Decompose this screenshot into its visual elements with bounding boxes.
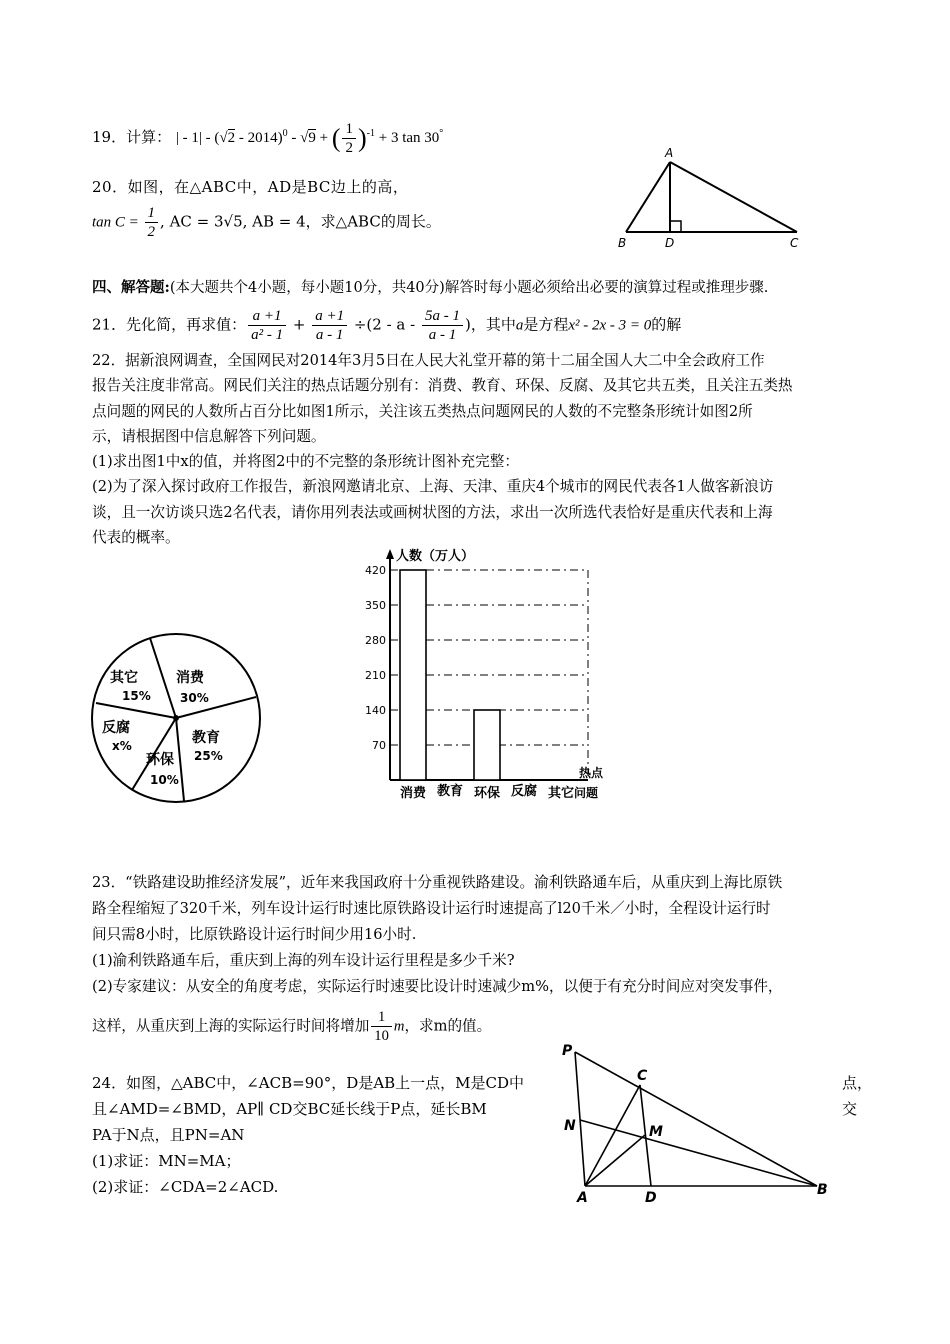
label-b: B	[618, 236, 627, 250]
pie-label-consumption: 消费	[176, 670, 204, 686]
q22-line: (2)为了深入探讨政府工作报告，新浪网邀请北京、上海、天津、重庆4个城市的网民代表各1人做客新浪访	[92, 478, 774, 496]
bar-chart	[350, 545, 615, 805]
q21-f3-den: a - 1	[428, 327, 457, 343]
bar-ticks	[365, 564, 386, 752]
q23-line: (2)专家建议：从安全的角度考虑，实际运行时速要比设计时速减少m%，以便于有充分时间应对突发事件，	[92, 978, 783, 995]
edge-ab	[626, 162, 670, 232]
q24-line1a: 24．如图，△ABC中，∠ACB=90°，D是AB上一点，M是CD中	[92, 1074, 525, 1092]
q21-label: 21．先化简，再求值：	[92, 315, 247, 334]
category-label: 其它	[547, 786, 575, 801]
q21-f1-num: a +1	[248, 307, 286, 326]
q23-frac-num: 1	[371, 1008, 392, 1027]
q22-line: 点问题的网民的人数所占百分比如图1所示，关注该五类热点问题网民的人数的不完整条形统计如图2所	[92, 402, 753, 420]
label-a: A	[577, 1190, 588, 1206]
label-c: C	[637, 1068, 648, 1084]
q19-exp-neg1: -1	[366, 127, 375, 139]
q19-half-num: 1	[342, 120, 356, 139]
q24-geometry-figure	[555, 1040, 845, 1210]
q21-f1-den: a² - 1	[251, 327, 284, 343]
q19-half-fraction	[342, 120, 356, 157]
q22-line: (1)求出图1中x的值，并将图2中的不完整的条形统计图补充完整：	[92, 453, 519, 471]
q24-line2a: 且∠AMD=∠BMD，AP∥ CD交BC延长线于P点，延长BM	[92, 1100, 487, 1118]
q20-tan-fraction	[145, 204, 159, 241]
q21-close: )，其中	[464, 315, 516, 334]
pie-center	[173, 715, 179, 721]
label-d: D	[645, 1190, 657, 1206]
q19-expr-d: +	[315, 129, 332, 146]
y-tick-label: 420	[365, 564, 386, 577]
q21-fraction-2	[312, 307, 347, 344]
pie-value-education: 25%	[194, 749, 223, 763]
y-tick-label: 70	[372, 739, 386, 752]
category-label: 教育	[436, 784, 464, 799]
sqrt-sign: √	[300, 129, 309, 146]
q21-eq-text: 是方程	[523, 315, 569, 334]
q23-last-a: 这样，从重庆到上海的实际运行时间将增加	[92, 1017, 370, 1035]
q20-line2	[92, 204, 441, 241]
q23-line: (1)渝利铁路通车后，重庆到上海的列车设计运行里程是多少千米?	[92, 952, 515, 969]
q20-tan-den: 2	[147, 224, 156, 240]
category-label: 消费	[399, 786, 427, 801]
y-tick-label: 140	[365, 704, 386, 717]
q21-var: a	[515, 317, 524, 334]
q21-div: ÷(2 - a -	[349, 315, 420, 334]
q19-expr-a: | - 1| - (	[175, 129, 220, 146]
q20-triangle-figure	[612, 144, 812, 254]
q19-expr-b: - 2014)	[235, 129, 283, 146]
pie-label-anticorruption: 反腐	[102, 720, 130, 736]
q23-block	[92, 870, 783, 1045]
q24-line1b: 点，	[842, 1074, 873, 1092]
q23-line: 间只需8小时，比原铁路设计运行时间少用16小时.	[92, 926, 417, 943]
q23-line: 23．“铁路建设助推经济发展”，近年来我国政府十分重视铁路建设。渝利铁路通车后，从重庆到上海比原铁	[92, 874, 783, 891]
q23-frac-den: 10	[374, 1028, 389, 1044]
q22-line: 示，请根据图中信息解答下列问题。	[92, 427, 326, 445]
pie-value-other: 15%	[122, 689, 151, 703]
seg-ac	[585, 1085, 640, 1186]
seg-nb	[580, 1120, 817, 1186]
q23-last-b: ，求m的值。	[404, 1017, 492, 1035]
bar	[474, 710, 500, 780]
label-d: D	[665, 236, 675, 250]
q24-line3: PA于N点，且PN=AN	[92, 1126, 245, 1144]
q24-line2b: 交	[842, 1100, 858, 1118]
label-a: A	[665, 146, 674, 160]
q21-fraction-1	[248, 307, 286, 344]
q23-fraction	[371, 1008, 392, 1045]
section4-heading	[92, 275, 768, 301]
y-axis-label: 人数（万人）	[396, 549, 475, 564]
q22-line: 谈，且一次访谈只选2名代表，请你用列表法或画树状图的方法，求出一次所选代表恰好是重庆代表和上海	[92, 503, 773, 521]
y-axis-arrow	[386, 549, 394, 559]
section4-desc: (本大题共个4小题，每小题10分，共40分)解答时每小题必须给出必要的演算过程或推理步骤.	[169, 280, 769, 296]
edge-ac	[670, 162, 797, 232]
y-tick-label: 210	[365, 669, 386, 682]
q19-expr-e: + 3 tan 30	[375, 129, 440, 146]
seg-am	[585, 1135, 645, 1186]
section4-title: 四、解答题:	[92, 279, 170, 296]
q20-line1: 20．如图，在△ABC中，AD是BC边上的高，	[92, 178, 409, 196]
q21-end: 的解	[651, 315, 682, 334]
category-label: 反腐	[510, 784, 538, 799]
sqrt-sign: √	[219, 129, 228, 146]
q22-line: 报告关注度非常高。网民们关注的热点话题分别有：消费、教育、环保、反腐、及其它共五类，且关注五类热	[92, 377, 793, 395]
label-m: M	[649, 1124, 663, 1140]
pie-chart	[90, 630, 270, 805]
q21-fraction-3	[422, 307, 463, 344]
q22-block	[92, 348, 793, 550]
q24-line5: (2)求证：∠CDA=2∠ACD.	[92, 1178, 279, 1196]
q20-tan-label: tan C =	[92, 214, 143, 231]
pie-label-environment: 环保	[146, 752, 174, 768]
q19-deg: °	[439, 127, 444, 139]
pie-value-environment: 10%	[150, 773, 179, 787]
q22-line: 22．据新浪网调查，全国网民对2014年3月5日在人民大礼堂开幕的第十二届全国人大二中全会政府工作	[92, 352, 765, 369]
label-b: B	[817, 1182, 828, 1198]
q21-equation: x² - 2x - 3 = 0	[568, 317, 652, 334]
q22-line: 代表的概率。	[92, 529, 180, 547]
q20-tan-num: 1	[145, 204, 159, 223]
category-label: 环保	[473, 786, 501, 801]
q19-expression	[175, 121, 444, 156]
seg-pb	[575, 1052, 817, 1186]
q21-f2-num: a +1	[312, 307, 347, 326]
q19-sqrt9: 9	[308, 129, 316, 146]
q19-exp0: 0	[282, 127, 288, 139]
bar	[400, 570, 426, 780]
x-axis-label-part1: 热点	[579, 766, 604, 780]
q21-plus: +	[288, 315, 311, 334]
q24-line4: (1)求证：MN=MA；	[92, 1152, 241, 1170]
q21-line	[92, 307, 681, 344]
q20-rest: , AC = 3√5, AB = 4，求△ABC的周长。	[160, 212, 441, 231]
right-angle-mark	[670, 221, 681, 232]
label-c: C	[790, 236, 799, 250]
q21-f3-num: 5a - 1	[422, 307, 463, 326]
paren-right: )	[357, 123, 367, 153]
q23-line: 路全程缩短了320千米，列车设计运行时速比原铁路设计运行时速提高了l20千米／小时，全程设计运行时	[92, 900, 771, 917]
q19-expr-c: -	[287, 129, 301, 146]
label-n: N	[564, 1118, 576, 1134]
x-axis-label-part2: 问题	[574, 786, 599, 800]
pie-value-anticorruption: x%	[112, 739, 132, 753]
q19-sqrt2: 2	[227, 129, 236, 146]
pie-label-other: 其它	[110, 670, 138, 686]
y-tick-label: 350	[365, 599, 386, 612]
q19-line	[92, 120, 443, 157]
q23-var-m: m	[393, 1018, 405, 1035]
q19-half-den: 2	[345, 140, 353, 156]
paren-left: (	[331, 123, 341, 153]
y-tick-label: 280	[365, 634, 386, 647]
bar-categories	[400, 783, 574, 801]
pie-label-education: 教育	[192, 730, 220, 746]
pie-value-consumption: 30%	[180, 691, 209, 705]
label-p: P	[562, 1043, 573, 1059]
seg-pa	[575, 1052, 585, 1186]
q21-f2-den: a - 1	[315, 327, 344, 343]
q19-label: 19．计算：	[92, 127, 172, 146]
